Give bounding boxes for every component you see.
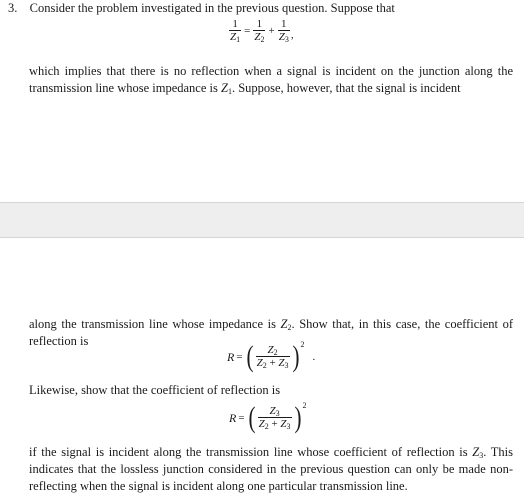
intro-text: Consider the problem investigated in the previous question. Suppose that	[29, 1, 395, 15]
exponent: 2	[300, 340, 305, 349]
equation-reflection-z3	[229, 403, 307, 433]
problem-statement-intro	[8, 0, 518, 16]
paragraph-conclusion: if the signal is incident along the transmission line whose coefficient of reflection is $Z_3$. This indicates that the lossless junction considered in the previous question can only be made non-reflecting when the signal is incident along one particular transmission line.	[29, 445, 514, 493]
equals-sign: =	[236, 351, 243, 363]
equation-parallel-impedance	[228, 18, 294, 44]
fraction-one-over-z1: $\frac{1}{Z_1}$	[230, 18, 241, 44]
problem-number: 3.	[8, 1, 18, 15]
exponent: 2	[302, 401, 307, 410]
right-paren: )	[294, 401, 302, 434]
right-paren: )	[292, 340, 300, 373]
fraction-one-over-z2: $\frac{1}{Z_2}$	[254, 18, 265, 44]
equation-period: .	[312, 351, 316, 363]
page-break-separator	[0, 202, 524, 238]
paragraph-likewise: Likewise, show that the coefficient of reflection is	[29, 383, 281, 397]
paragraph-incident-z2: along the transmission line whose impedance is $Z_2$. Show that, in this case, the coefficient of reflection is	[29, 317, 513, 348]
left-paren: (	[248, 401, 256, 434]
fraction-one-over-z3: $\frac{1}{Z_3}$	[278, 18, 289, 44]
reflection-symbol: R	[229, 410, 237, 425]
reflection-symbol: R	[227, 349, 235, 364]
plus-sign: +	[268, 25, 275, 37]
equation-reflection-z2	[227, 342, 315, 372]
equals-sign: =	[238, 412, 245, 424]
fraction-z2-over-sum: $\frac{Z_2}{Z_2 + Z_3}$	[256, 344, 289, 370]
paragraph-no-reflection: which implies that there is no reflection when a signal is incident on the junction along the transmission line whose impedance is $Z_1$. Suppose, however, that the signal is incident	[29, 64, 513, 96]
equals-sign: =	[244, 25, 251, 37]
left-paren: (	[246, 340, 254, 373]
equation-comma: ,	[290, 29, 294, 41]
fraction-z3-over-sum: $\frac{Z_3}{Z_2 + Z_3}$	[258, 405, 291, 431]
